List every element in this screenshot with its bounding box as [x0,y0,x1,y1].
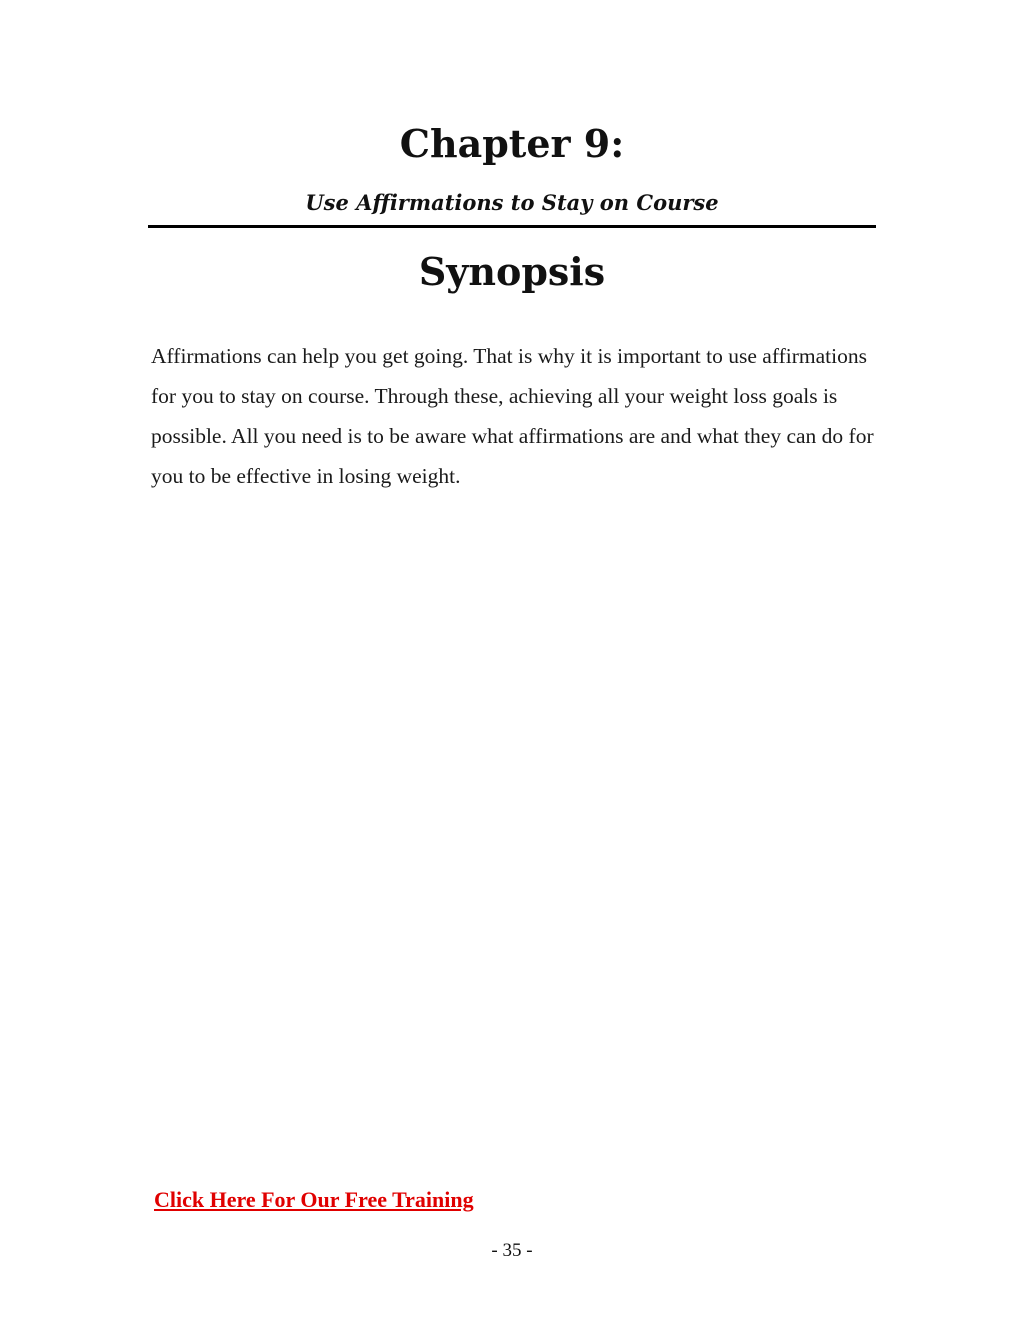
chapter-subtitle: Use Affirmations to Stay on Course [305,190,719,215]
page-number: - 35 - [491,1240,533,1261]
title-divider [148,225,876,228]
chapter-title: Chapter 9: [399,121,625,166]
free-training-link[interactable]: Click Here For Our Free Training [154,1187,474,1212]
section-title: Synopsis [418,249,606,294]
synopsis-paragraph: Affirmations can help you get going. That is why it is important to use affirmations for you to stay on course. Through these, achieving all your weight loss goals is possible. All you need is to be aware what affirmations are and what they can do for you to be effective in losing weight. [151,344,874,488]
